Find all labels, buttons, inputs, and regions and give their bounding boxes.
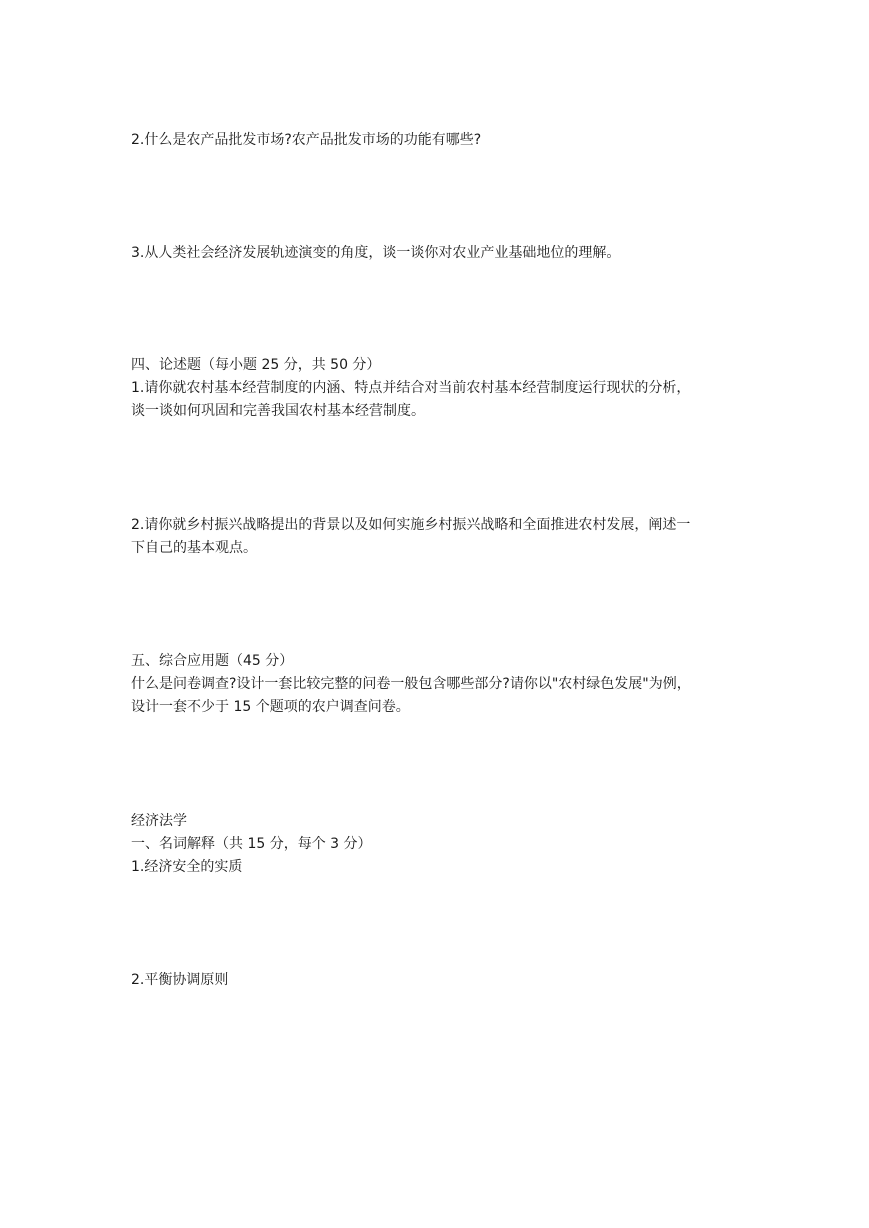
application-question-line-2: 设计一套不少于 15 个题项的农户调查问卷。 (131, 699, 410, 715)
essay-question-2-line-1: 2.请你就乡村振兴战略提出的背景以及如何实施乡村振兴战略和全面推进农村发展，阐述一 (131, 517, 691, 533)
law-section-1-heading: 一、名词解释（共 15 分，每个 3 分） (131, 836, 372, 852)
essay-question-1-line-2: 谈一谈如何巩固和完善我国农村基本经营制度。 (131, 403, 425, 419)
essay-question-2-line-2: 下自己的基本观点。 (131, 540, 257, 556)
section-5-heading: 五、综合应用题（45 分） (131, 653, 294, 669)
law-subject-title: 经济法学 (131, 813, 187, 829)
application-question-line-1: 什么是问卷调查?设计一套比较完整的问卷一般包含哪些部分?请你以"农村绿色发展"为例， (131, 676, 691, 692)
question-3: 3.从人类社会经济发展轨迹演变的角度，谈一谈你对农业产业基础地位的理解。 (131, 245, 621, 261)
question-2: 2.什么是农产品批发市场?农产品批发市场的功能有哪些? (131, 132, 482, 148)
essay-question-1-line-1: 1.请你就农村基本经营制度的内涵、特点并结合对当前农村基本经营制度运行现状的分析， (131, 380, 691, 396)
term-item-1: 1.经济安全的实质 (131, 859, 243, 875)
section-4-heading: 四、论述题（每小题 25 分，共 50 分） (131, 357, 381, 373)
term-item-2: 2.平衡协调原则 (131, 972, 229, 988)
